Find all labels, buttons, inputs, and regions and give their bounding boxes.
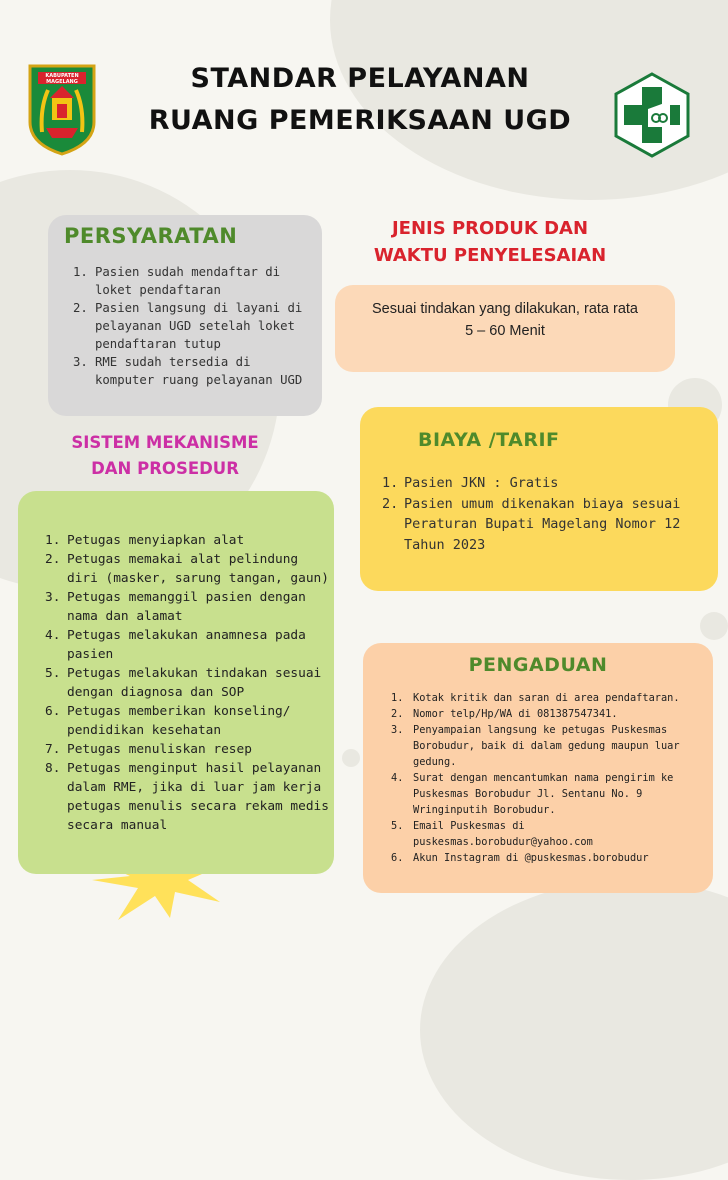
- item-number: 4.: [391, 772, 404, 784]
- biaya-heading: BIAYA /TARIF: [418, 429, 560, 451]
- item-text: Email Puskesmas di puskesmas.borobudur@yahoo.com: [413, 820, 593, 848]
- jenis-text: [335, 298, 675, 342]
- biaya-item: [382, 494, 712, 556]
- item-number: 1.: [73, 265, 88, 279]
- pengaduan-item: [391, 770, 709, 818]
- item-number: 4.: [45, 628, 61, 643]
- item-text: Penyampaian langsung ke petugas Puskesmas Borobudur, baik di dalam gedung maupun luar gedung.: [413, 724, 680, 768]
- jenis-text-line-2: 5 – 60 Menit: [465, 323, 545, 339]
- item-number: 2.: [391, 708, 404, 720]
- item-text: Petugas menuliskan resep: [67, 742, 252, 757]
- sistem-item: [45, 759, 330, 835]
- item-number: 5.: [45, 666, 61, 681]
- persyaratan-item: [73, 299, 313, 353]
- kabupaten-magelang-logo: [26, 62, 98, 156]
- item-number: 1.: [45, 533, 61, 548]
- page-title: [110, 58, 610, 142]
- pengaduan-item: [391, 850, 709, 866]
- item-text: Akun Instagram di @puskesmas.borobudur: [413, 852, 649, 864]
- jenis-text-line-1: Sesuai tindakan yang dilakukan, rata rata: [371, 301, 638, 317]
- item-text: Petugas melakukan anamnesa pada pasien: [67, 628, 306, 662]
- biaya-list: [382, 473, 712, 555]
- sistem-item: [45, 702, 330, 740]
- item-text: Kotak kritik dan saran di area pendaftaran.: [413, 692, 680, 704]
- logo-text-1: KABUPATEN: [45, 73, 79, 79]
- logo-text-2: MAGELANG: [46, 79, 78, 85]
- sistem-item: [45, 588, 330, 626]
- sistem-list: [45, 531, 330, 835]
- bg-circle-1: [545, 153, 581, 189]
- persyaratan-item: [73, 353, 313, 389]
- item-number: 3.: [391, 724, 404, 736]
- item-text: Pasien langsung di layani di pelayanan UGD setelah loket pendaftaran tutup: [95, 301, 303, 351]
- item-text: Petugas menyiapkan alat: [67, 533, 245, 548]
- item-text: Surat dengan mencantumkan nama pengirim ke Puskesmas Borobudur Jl. Sentanu No. 9 Wringinputih Borobudur.: [413, 772, 674, 816]
- item-text: RME sudah tersedia di komputer ruang pelayanan UGD: [95, 355, 303, 387]
- bg-circle-4: [342, 749, 360, 767]
- item-number: 8.: [45, 761, 61, 776]
- item-number: 6.: [45, 704, 61, 719]
- pengaduan-item: [391, 818, 709, 850]
- pengaduan-item: [391, 690, 709, 706]
- item-text: Pasien sudah mendaftar di loket pendaftaran: [95, 265, 281, 297]
- bg-blob-bottom: [420, 880, 728, 1180]
- bg-circle-3: [700, 612, 728, 640]
- item-number: 1.: [382, 475, 399, 491]
- persyaratan-item: [73, 263, 313, 299]
- persyaratan-heading: PERSYARATAN: [64, 224, 238, 248]
- item-text: Nomor telp/Hp/WA di 081387547341.: [413, 708, 618, 720]
- item-number: 2.: [45, 552, 61, 567]
- item-text: Petugas melakukan tindakan sesuai dengan diagnosa dan SOP: [67, 666, 322, 700]
- pengaduan-item: [391, 722, 709, 770]
- biaya-item: [382, 473, 712, 494]
- persyaratan-list: [73, 263, 313, 389]
- item-number: 6.: [391, 852, 404, 864]
- sistem-heading-line-2: DAN PROSEDUR: [91, 459, 239, 478]
- item-number: 2.: [382, 495, 399, 512]
- pengaduan-heading: PENGADUAN: [468, 654, 608, 676]
- jenis-heading-line-2: WAKTU PENYELESAIAN: [373, 245, 607, 266]
- item-number: 5.: [391, 820, 404, 832]
- item-text: Petugas memanggil pasien dengan nama dan alamat: [67, 590, 306, 624]
- title-line-2: RUANG PEMERIKSAAN UGD: [148, 105, 572, 136]
- pengaduan-list: [391, 690, 709, 866]
- item-text: Petugas memberikan konseling/ pendidikan kesehatan: [67, 704, 291, 738]
- sistem-item: [45, 626, 330, 664]
- sistem-heading-line-1: SISTEM MEKANISME: [71, 433, 259, 452]
- sistem-heading: [40, 430, 290, 482]
- item-number: 7.: [45, 742, 61, 757]
- sistem-item: [45, 531, 330, 550]
- item-number: 1.: [391, 692, 404, 704]
- jenis-heading: [340, 215, 640, 269]
- title-line-1: STANDAR PELAYANAN: [190, 63, 530, 94]
- sistem-item: [45, 664, 330, 702]
- item-text: Pasien JKN : Gratis: [404, 475, 559, 491]
- item-number: 2.: [73, 301, 88, 315]
- jenis-heading-line-1: JENIS PRODUK DAN: [391, 218, 589, 239]
- pengaduan-item: [391, 706, 709, 722]
- item-text: Petugas memakai alat pelindung diri (masker, sarung tangan, gaun): [67, 552, 329, 586]
- puskesmas-logo: [612, 71, 692, 159]
- item-number: 3.: [45, 590, 61, 605]
- sistem-item: [45, 550, 330, 588]
- item-text: Pasien umum dikenakan biaya sesuai Peraturan Bupati Magelang Nomor 12 Tahun 2023: [404, 495, 681, 553]
- sistem-item: [45, 740, 330, 759]
- item-number: 3.: [73, 355, 88, 369]
- item-text: Petugas menginput hasil pelayanan dalam RME, jika di luar jam kerja petugas menulis secara rekam medis secara manual: [67, 761, 329, 833]
